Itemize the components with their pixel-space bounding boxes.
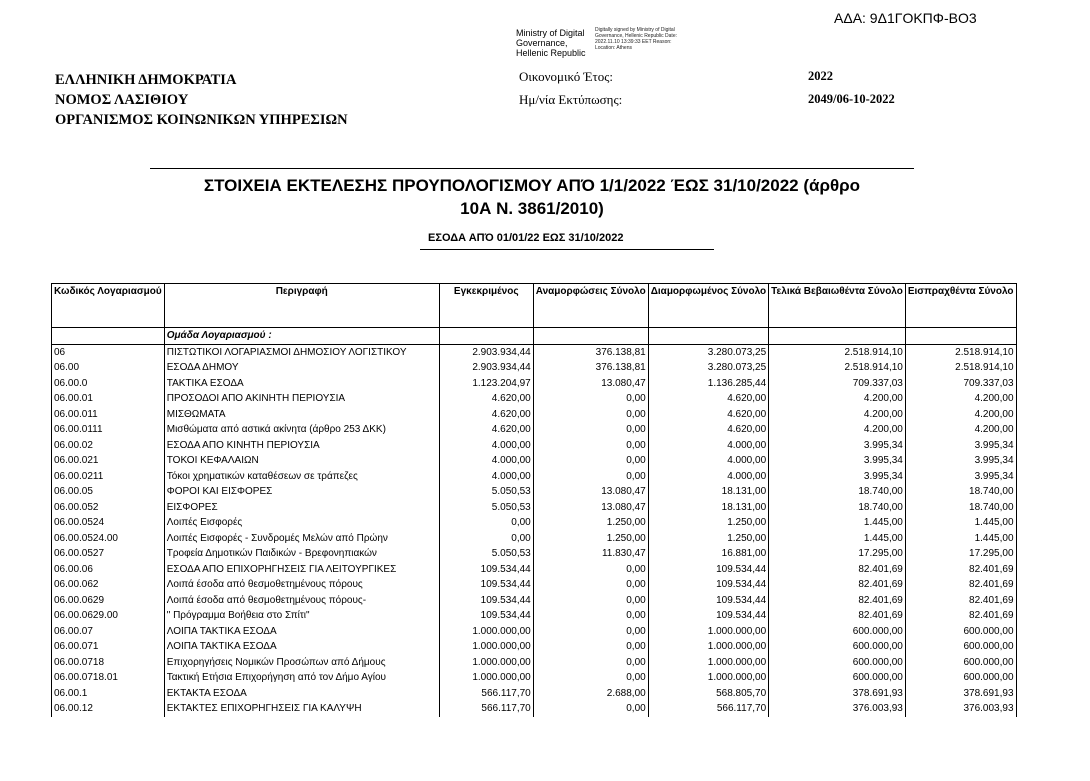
cell-approved: 4.620,00	[439, 391, 533, 407]
cell-collected: 82.401,69	[905, 577, 1016, 593]
cell-certified: 2.518.914,10	[769, 344, 906, 360]
cell-adjustments: 0,00	[533, 453, 648, 469]
cell-approved: 1.000.000,00	[439, 655, 533, 671]
cell-approved: 109.534,44	[439, 593, 533, 609]
cell-revised: 4.000,00	[648, 438, 768, 454]
report-subtitle: ΕΣΟΔΑ ΑΠΌ 01/01/22 ΕΩΣ 31/10/2022	[428, 232, 624, 244]
cell-certified: 376.003,93	[769, 701, 906, 717]
table-row	[52, 670, 1017, 686]
cell-description: Τόκοι χρηματικών καταθέσεων σε τράπεζες	[164, 469, 439, 485]
cell-approved: 109.534,44	[439, 608, 533, 624]
cell-collected: 4.200,00	[905, 407, 1016, 423]
cell-revised: 109.534,44	[648, 562, 768, 578]
cell-revised: 1.250,00	[648, 515, 768, 531]
cell-revised: 109.534,44	[648, 608, 768, 624]
cell-account-code: 06.00.02	[52, 438, 165, 454]
cell-adjustments: 0,00	[533, 407, 648, 423]
cell-account-code: 06.00.0524.00	[52, 531, 165, 547]
cell-description: ΠΡΟΣΟΔΟΙ ΑΠΟ ΑΚΙΝΗΤΗ ΠΕΡΙΟΥΣΙΑ	[164, 391, 439, 407]
table-row	[52, 422, 1017, 438]
cell-revised: 4.620,00	[648, 422, 768, 438]
table-row	[52, 593, 1017, 609]
cell-collected: 17.295,00	[905, 546, 1016, 562]
cell-account-code: 06.00.0111	[52, 422, 165, 438]
table-row	[52, 624, 1017, 640]
cell-account-code: 06.00.0629.00	[52, 608, 165, 624]
table-row	[52, 469, 1017, 485]
cell-collected: 4.200,00	[905, 422, 1016, 438]
table-row	[52, 376, 1017, 392]
report-title	[150, 174, 914, 220]
cell-description: ΕΚΤΑΚΤΑ ΕΣΟΔΑ	[164, 686, 439, 702]
cell-revised: 18.131,00	[648, 484, 768, 500]
report-title-line-1: ΣΤΟΙΧΕΙΑ ΕΚΤΕΛΕΣΗΣ ΠΡΟΥΠΟΛΟΓΙΣΜΟΥ ΑΠΌ 1/1/2022 ΈΩΣ 31/10/2022 (άρθρο	[203, 176, 861, 195]
cell-adjustments: 0,00	[533, 391, 648, 407]
cell-adjustments: 0,00	[533, 639, 648, 655]
cell-revised: 566.117,70	[648, 701, 768, 717]
cell-approved: 566.117,70	[439, 701, 533, 717]
cell-approved: 5.050,53	[439, 546, 533, 562]
cell-adjustments: 2.688,00	[533, 686, 648, 702]
cell-adjustments: 376.138,81	[533, 344, 648, 360]
table-row	[52, 608, 1017, 624]
cell-certified: 82.401,69	[769, 608, 906, 624]
cell-revised: 1.000.000,00	[648, 655, 768, 671]
cell-account-code: 06.00.05	[52, 484, 165, 500]
cell-description: ΕΣΟΔΑ ΔΗΜΟΥ	[164, 360, 439, 376]
cell-revised: 1.000.000,00	[648, 624, 768, 640]
cell-certified: 2.518.914,10	[769, 360, 906, 376]
header-collected: Εισπραχθέντα Σύνολο	[905, 284, 1016, 328]
cell-approved: 0,00	[439, 515, 533, 531]
org-line-1: ΕΛΛΗΝΙΚΗ ΔΗΜΟΚΡΑΤΙΑ	[55, 72, 237, 88]
table-body	[52, 328, 1017, 717]
cell-approved: 1.000.000,00	[439, 624, 533, 640]
cell-account-code: 06.00.0524	[52, 515, 165, 531]
cell-account-code: 06.00.06	[52, 562, 165, 578]
cell-approved: 4.000,00	[439, 438, 533, 454]
cell-revised: 1.136.285,44	[648, 376, 768, 392]
cell-description: ΦΟΡΟΙ ΚΑΙ ΕΙΣΦΟΡΕΣ	[164, 484, 439, 500]
table-row	[52, 360, 1017, 376]
org-line-2: ΝΟΜΟΣ ΛΑΣΙΘΙΟΥ	[55, 92, 189, 108]
cell-revised: 3.280.073,25	[648, 360, 768, 376]
cell-adjustments: 11.830,47	[533, 546, 648, 562]
cell-description: ΤΑΚΤΙΚΑ ΕΣΟΔΑ	[164, 376, 439, 392]
table-row	[52, 453, 1017, 469]
cell-revised: 16.881,00	[648, 546, 768, 562]
cell-description: ΤΟΚΟΙ ΚΕΦΑΛΑΙΩΝ	[164, 453, 439, 469]
print-date-label: Ημ/νία Εκτύπωσης:	[519, 92, 623, 107]
cell-description: ΛΟΙΠΑ ΤΑΚΤΙΚΑ ΕΣΟΔΑ	[164, 639, 439, 655]
cell-certified: 4.200,00	[769, 407, 906, 423]
cell-adjustments: 1.250,00	[533, 515, 648, 531]
print-date-value: 2049/06-10-2022	[808, 92, 895, 106]
cell-account-code: 06.00.021	[52, 453, 165, 469]
cell-description: Λοιπά έσοδα από θεσμοθετημένους πόρους-	[164, 593, 439, 609]
cell-collected: 1.445,00	[905, 515, 1016, 531]
cell-certified: 82.401,69	[769, 577, 906, 593]
table-row	[52, 407, 1017, 423]
cell-revised: 109.534,44	[648, 577, 768, 593]
cell-collected: 82.401,69	[905, 562, 1016, 578]
cell-account-code: 06.00.12	[52, 701, 165, 717]
organization-header	[55, 70, 348, 130]
cell-adjustments: 1.250,00	[533, 531, 648, 547]
subtitle-rule	[420, 249, 714, 250]
cell-collected: 18.740,00	[905, 484, 1016, 500]
cell-collected: 2.518.914,10	[905, 344, 1016, 360]
cell-account-code: 06.00.052	[52, 500, 165, 516]
cell-account-code: 06.00.0527	[52, 546, 165, 562]
cell-certified: 600.000,00	[769, 639, 906, 655]
cell-approved: 5.050,53	[439, 484, 533, 500]
cell-approved: 566.117,70	[439, 686, 533, 702]
cell-collected: 2.518.914,10	[905, 360, 1016, 376]
table-row	[52, 438, 1017, 454]
cell-collected: 18.740,00	[905, 500, 1016, 516]
cell-adjustments: 376.138,81	[533, 360, 648, 376]
cell-account-code: 06	[52, 344, 165, 360]
cell-approved: 4.620,00	[439, 407, 533, 423]
cell-description: Τακτική Ετήσια Επιχορήγηση από τον Δήμο Αγίου	[164, 670, 439, 686]
signature-details: Digitally signed by Ministry of Digital Governance, Hellenic Republic Date: 2022.11.10 13:39:33 EET Reason: Location: Athens	[595, 27, 677, 51]
cell-account-code: 06.00.062	[52, 577, 165, 593]
cell-adjustments: 13.080,47	[533, 500, 648, 516]
cell-description: Τροφεία Δημοτικών Παιδικών - Βρεφονηπιακών	[164, 546, 439, 562]
cell-revised: 1.250,00	[648, 531, 768, 547]
table-header-row	[52, 284, 1017, 328]
cell-description: ΕΣΟΔΑ ΑΠΟ ΕΠΙΧΟΡΗΓΗΣΕΙΣ ΓΙΑ ΛΕΙΤΟΥΡΓΙΚΕΣ	[164, 562, 439, 578]
cell-adjustments: 0,00	[533, 577, 648, 593]
cell-adjustments: 0,00	[533, 670, 648, 686]
report-title-line-2: 10Α Ν. 3861/2010)	[460, 199, 604, 218]
cell-adjustments: 0,00	[533, 422, 648, 438]
cell-revised: 568.805,70	[648, 686, 768, 702]
header-revised: Διαμορφωμένος Σύνολο	[648, 284, 768, 328]
cell-collected: 82.401,69	[905, 593, 1016, 609]
title-rule	[150, 168, 914, 169]
cell-collected: 1.445,00	[905, 531, 1016, 547]
cell-revised: 4.620,00	[648, 407, 768, 423]
cell-approved: 1.123.204,97	[439, 376, 533, 392]
cell-certified: 1.445,00	[769, 515, 906, 531]
cell-adjustments: 13.080,47	[533, 376, 648, 392]
cell-approved: 2.903.934,44	[439, 344, 533, 360]
cell-account-code: 06.00.0718.01	[52, 670, 165, 686]
cell-approved: 1.000.000,00	[439, 639, 533, 655]
table-row	[52, 515, 1017, 531]
cell-revised: 4.000,00	[648, 469, 768, 485]
cell-approved: 109.534,44	[439, 577, 533, 593]
cell-certified: 709.337,03	[769, 376, 906, 392]
cell-approved: 4.000,00	[439, 453, 533, 469]
cell-collected: 4.200,00	[905, 391, 1016, 407]
org-line-3: ΟΡΓΑΝΙΣΜΟΣ ΚΟΙΝΩΝΙΚΩΝ ΥΠΗΡΕΣΙΩΝ	[55, 112, 348, 128]
cell-adjustments: 0,00	[533, 624, 648, 640]
table-row	[52, 701, 1017, 717]
header-description: Περιγραφή	[164, 284, 439, 328]
cell-description: Επιχορηγήσεις Νομικών Προσώπων από Δήμους	[164, 655, 439, 671]
table-row	[52, 562, 1017, 578]
table-row	[52, 391, 1017, 407]
cell-approved: 5.050,53	[439, 500, 533, 516]
cell-approved: 109.534,44	[439, 562, 533, 578]
cell-adjustments: 0,00	[533, 655, 648, 671]
fiscal-year-value: 2022	[808, 69, 833, 83]
table-row	[52, 577, 1017, 593]
cell-collected: 3.995,34	[905, 469, 1016, 485]
cell-collected: 600.000,00	[905, 670, 1016, 686]
cell-account-code: 06.00.0718	[52, 655, 165, 671]
cell-approved: 4.620,00	[439, 422, 533, 438]
cell-adjustments: 0,00	[533, 469, 648, 485]
cell-description: Μισθώματα από αστικά ακίνητα (άρθρο 253 ΔΚΚ)	[164, 422, 439, 438]
cell-adjustments: 13.080,47	[533, 484, 648, 500]
cell-description: " Πρόγραμμα Βοήθεια στο Σπίτι"	[164, 608, 439, 624]
cell-description: ΠΙΣΤΩΤΙΚΟΙ ΛΟΓΑΡΙΑΣΜΟΙ ΔΗΜΟΣΙΟΥ ΛΟΓΙΣΤΙΚΟΥ	[164, 344, 439, 360]
table-row	[52, 500, 1017, 516]
cell-description: ΕΣΟΔΑ ΑΠΟ ΚΙΝΗΤΗ ΠΕΡΙΟΥΣΙΑ	[164, 438, 439, 454]
ada-code: ΑΔΑ: 9Δ1ΓΟΚΠΦ-ΒΟ3	[834, 10, 977, 26]
budget-table	[51, 283, 1017, 717]
cell-certified: 4.200,00	[769, 391, 906, 407]
cell-approved: 1.000.000,00	[439, 670, 533, 686]
table-row	[52, 344, 1017, 360]
cell-account-code: 06.00.0211	[52, 469, 165, 485]
group-row	[52, 328, 1017, 345]
cell-collected: 82.401,69	[905, 608, 1016, 624]
header-account-code: Κωδικός Λογαριασμού	[52, 284, 165, 328]
cell-collected: 600.000,00	[905, 624, 1016, 640]
cell-approved: 0,00	[439, 531, 533, 547]
cell-account-code: 06.00	[52, 360, 165, 376]
cell-adjustments: 0,00	[533, 701, 648, 717]
cell-certified: 600.000,00	[769, 655, 906, 671]
cell-adjustments: 0,00	[533, 562, 648, 578]
cell-adjustments: 0,00	[533, 438, 648, 454]
cell-collected: 709.337,03	[905, 376, 1016, 392]
cell-account-code: 06.00.011	[52, 407, 165, 423]
table-row	[52, 484, 1017, 500]
header-adjustments: Αναμορφώσεις Σύνολο	[533, 284, 648, 328]
cell-certified: 378.691,93	[769, 686, 906, 702]
cell-revised: 1.000.000,00	[648, 670, 768, 686]
cell-revised: 4.620,00	[648, 391, 768, 407]
cell-account-code: 06.00.071	[52, 639, 165, 655]
cell-certified: 4.200,00	[769, 422, 906, 438]
cell-certified: 600.000,00	[769, 670, 906, 686]
cell-collected: 376.003,93	[905, 701, 1016, 717]
cell-description: ΕΚΤΑΚΤΕΣ ΕΠΙΧΟΡΗΓΗΣΕΙΣ ΓΙΑ ΚΑΛΥΨΗ	[164, 701, 439, 717]
cell-description: ΜΙΣΘΩΜΑΤΑ	[164, 407, 439, 423]
cell-adjustments: 0,00	[533, 608, 648, 624]
cell-adjustments: 0,00	[533, 593, 648, 609]
cell-collected: 600.000,00	[905, 655, 1016, 671]
cell-revised: 4.000,00	[648, 453, 768, 469]
cell-account-code: 06.00.01	[52, 391, 165, 407]
cell-certified: 1.445,00	[769, 531, 906, 547]
fiscal-year-label: Οικονομικό Έτος:	[519, 69, 614, 84]
cell-certified: 82.401,69	[769, 593, 906, 609]
cell-certified: 18.740,00	[769, 484, 906, 500]
cell-collected: 3.995,34	[905, 438, 1016, 454]
cell-certified: 82.401,69	[769, 562, 906, 578]
cell-approved: 4.000,00	[439, 469, 533, 485]
cell-account-code: 06.00.07	[52, 624, 165, 640]
cell-revised: 18.131,00	[648, 500, 768, 516]
cell-collected: 600.000,00	[905, 639, 1016, 655]
cell-revised: 1.000.000,00	[648, 639, 768, 655]
cell-description: Λοιπές Εισφορές - Συνδρομές Μελών από Πρώην	[164, 531, 439, 547]
cell-certified: 3.995,34	[769, 438, 906, 454]
cell-certified: 18.740,00	[769, 500, 906, 516]
cell-certified: 3.995,34	[769, 453, 906, 469]
header-approved: Εγκεκριμένος	[439, 284, 533, 328]
cell-certified: 3.995,34	[769, 469, 906, 485]
cell-account-code: 06.00.0629	[52, 593, 165, 609]
cell-revised: 109.534,44	[648, 593, 768, 609]
cell-revised: 3.280.073,25	[648, 344, 768, 360]
signature-signer: Ministry of Digital Governance, Hellenic Republic	[516, 28, 586, 58]
cell-certified: 17.295,00	[769, 546, 906, 562]
cell-account-code: 06.00.0	[52, 376, 165, 392]
cell-approved: 2.903.934,44	[439, 360, 533, 376]
group-label: Ομάδα Λογαριασμού :	[164, 328, 439, 345]
table-row	[52, 546, 1017, 562]
cell-account-code: 06.00.1	[52, 686, 165, 702]
cell-description: Λοιπά έσοδα από θεσμοθετημένους πόρους	[164, 577, 439, 593]
cell-description: ΛΟΙΠΑ ΤΑΚΤΙΚΑ ΕΣΟΔΑ	[164, 624, 439, 640]
header-certified: Τελικά Βεβαιωθέντα Σύνολο	[769, 284, 906, 328]
table-row	[52, 531, 1017, 547]
table-row	[52, 655, 1017, 671]
cell-description: ΕΙΣΦΟΡΕΣ	[164, 500, 439, 516]
table-row	[52, 639, 1017, 655]
table-row	[52, 686, 1017, 702]
cell-collected: 378.691,93	[905, 686, 1016, 702]
cell-certified: 600.000,00	[769, 624, 906, 640]
cell-collected: 3.995,34	[905, 453, 1016, 469]
cell-description: Λοιπές Εισφορές	[164, 515, 439, 531]
